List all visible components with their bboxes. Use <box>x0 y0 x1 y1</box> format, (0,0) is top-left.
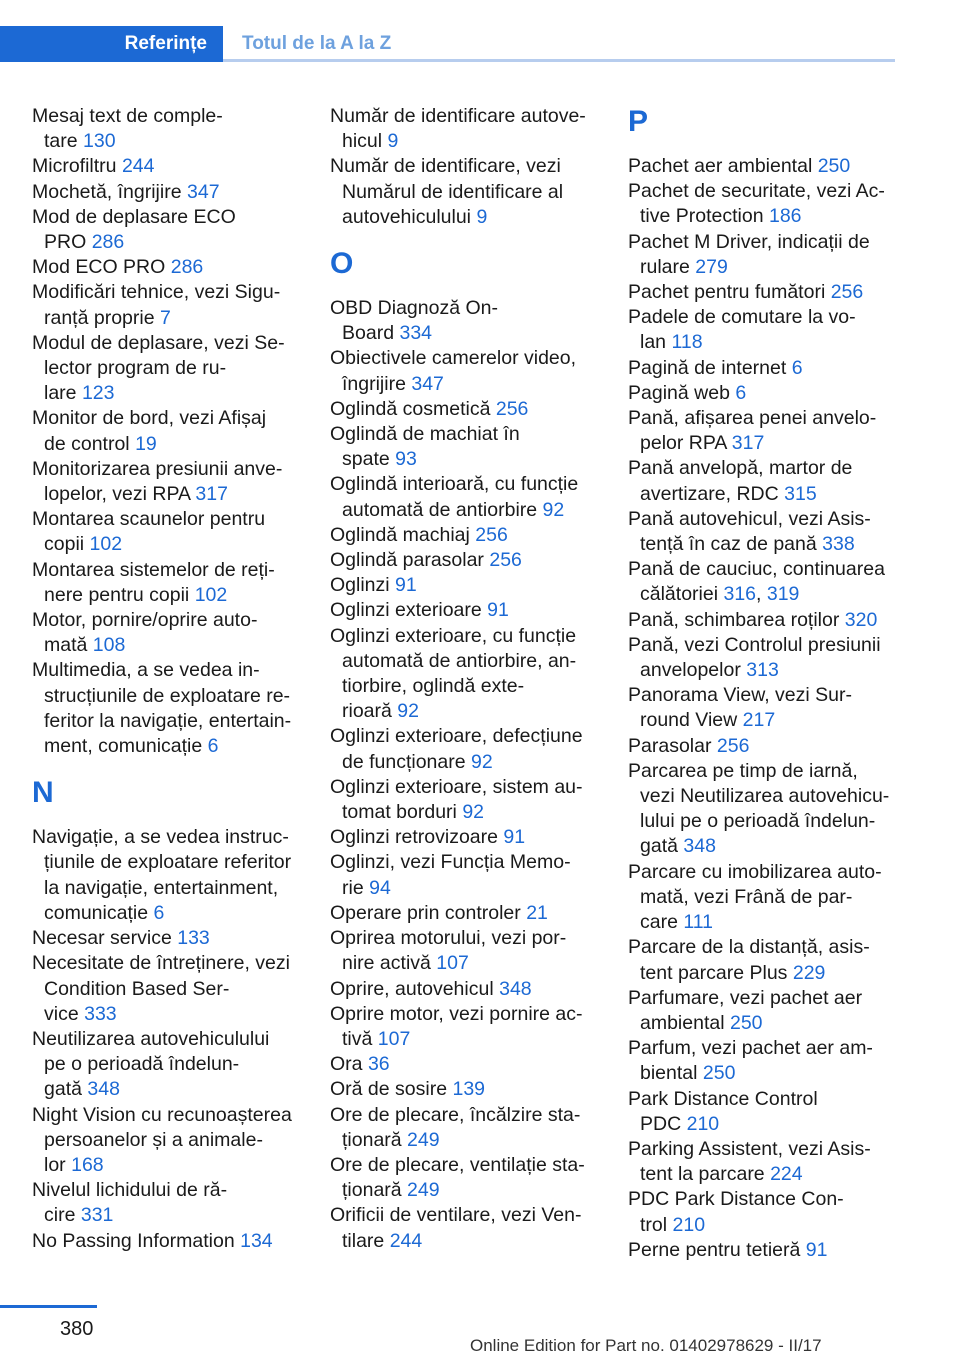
page-reference-link[interactable]: 338 <box>822 533 855 556</box>
index-entry <box>32 926 302 951</box>
index-entry <box>628 860 898 936</box>
index-entry-text: îngrijire <box>342 372 406 395</box>
page-reference-link[interactable]: 139 <box>452 1078 486 1101</box>
index-entry-text: ambiental <box>640 1011 725 1034</box>
page-reference-link[interactable]: 6 <box>207 735 219 758</box>
page-reference-link[interactable]: 256 <box>489 549 522 572</box>
index-entry <box>32 205 302 255</box>
index-entry-text: OBD Diagnoză On- <box>330 297 498 320</box>
index-entry-text: Oră de sosire <box>330 1078 448 1101</box>
page-reference-link[interactable]: 210 <box>672 1213 706 1236</box>
index-entry-text: tilare <box>342 1229 385 1252</box>
page-reference-link[interactable]: 286 <box>91 231 125 254</box>
index-entry-text: pe o perioadă îndelun- <box>44 1053 240 1076</box>
index-entry-text: Ora <box>330 1053 363 1076</box>
page-reference-link[interactable]: 9 <box>476 205 488 228</box>
index-entry-text: Operare prin controler <box>330 901 521 924</box>
page-reference-link[interactable]: 224 <box>770 1163 803 1186</box>
index-entry-text: Board <box>342 322 395 345</box>
index-entry <box>330 977 600 1002</box>
index-entry-text: tență în caz de pană <box>640 533 817 556</box>
page-reference-link[interactable]: 36 <box>367 1053 390 1076</box>
index-entry-text: avertizare, RDC <box>640 482 779 505</box>
index-entry-text: lan <box>640 331 667 354</box>
index-entry <box>32 1103 302 1179</box>
index-entry-text: de funcționare <box>342 750 466 773</box>
index-entry-text: Oglindă de machiat în <box>330 423 520 446</box>
index-entry-text: mată <box>44 634 88 657</box>
index-entry-text: Mod de deplasare ECO <box>32 205 236 228</box>
index-entry-text: Pană, schimbarea roților <box>628 608 840 631</box>
index-entry <box>628 683 898 733</box>
index-entry <box>32 951 302 1027</box>
page-reference-link[interactable]: 347 <box>411 372 444 395</box>
section-tab-inactive-label[interactable]: Totul de la A la Z <box>242 33 392 54</box>
index-entry-text: lector program de ru- <box>44 357 227 380</box>
page-reference-link[interactable]: 92 <box>471 750 493 773</box>
index-entry-text: Oprirea motorului, vezi por- <box>330 927 567 950</box>
index-column-2 <box>330 104 600 1254</box>
index-entry-text: Oprire, autovehicul <box>330 977 494 1000</box>
page-reference-link[interactable]: 334 <box>399 322 433 345</box>
index-entry-text: ment, comunicație <box>44 735 203 758</box>
index-entry <box>628 230 898 280</box>
index-entry-text: tiorbire, oglindă exte- <box>342 675 525 698</box>
index-entry-text: Monitor de bord, vezi Afișaj <box>32 407 267 430</box>
index-entry-text: gată <box>44 1078 82 1101</box>
index-entry <box>330 926 600 976</box>
index-entry-text: Număr de identificare autove- <box>330 105 586 127</box>
index-entry-text: PRO <box>44 231 87 254</box>
index-entry-text: Montarea scaunelor pentru <box>32 508 266 531</box>
index-entry-text: Număr de identificare, vezi <box>330 155 561 178</box>
index-entry <box>330 1052 600 1077</box>
index-entry-text: Oglindă machiaj <box>330 523 470 546</box>
index-entry-text: de control <box>44 432 130 455</box>
page-reference-link[interactable]: 331 <box>80 1204 114 1227</box>
index-entry-text: Park Distance Control <box>628 1087 818 1110</box>
index-entry-text: ranță proprie <box>44 306 155 329</box>
index-entry <box>330 724 600 774</box>
index-entry-text: vice <box>44 1002 79 1025</box>
index-entry-text: Orificii de ventilare, vezi Ven- <box>330 1204 582 1227</box>
index-entry-text: Ore de plecare, încălzire sta- <box>330 1103 581 1126</box>
index-entry-text: Oglinzi exterioare, cu funcție <box>330 624 577 647</box>
index-entry-text: Pachet M Driver, indicații de <box>628 230 870 253</box>
index-entry-text: copii <box>44 533 85 556</box>
index-entry <box>330 104 600 154</box>
index-entry <box>32 331 302 407</box>
index-entry-text: Modul de deplasare, vezi Se- <box>32 331 285 354</box>
page-reference-link[interactable]: 250 <box>702 1062 736 1085</box>
index-entry-text: Pachet de securitate, vezi Ac- <box>628 180 885 203</box>
index-entry <box>628 734 898 759</box>
index-entry <box>628 1187 898 1237</box>
index-entry-text: comunicație <box>44 901 149 924</box>
index-entry-text: Pană de cauciuc, continuarea <box>628 558 885 581</box>
page-reference-link[interactable]: 93 <box>395 448 417 471</box>
page-reference-link[interactable]: 102 <box>89 533 123 556</box>
index-entry <box>32 507 302 557</box>
index-entry-text: lului pe o perioadă îndelun- <box>640 810 876 833</box>
index-entry <box>330 1153 600 1203</box>
page-reference-link[interactable]: 91 <box>395 574 417 597</box>
edition-footer: Online Edition for Part no. 01402978629 - II/17 <box>470 1336 822 1355</box>
index-entry: Pană de cauciuc, continuarea călătoriei 316, 319 <box>628 558 885 606</box>
index-entry-text: Pachet aer ambiental <box>628 155 813 177</box>
index-entry <box>330 598 600 623</box>
index-entry-text: Monitorizarea presiunii anve- <box>32 457 283 480</box>
index-entry-text: Pană, afișarea penei anvelo- <box>628 407 877 430</box>
page-reference-link[interactable]: 249 <box>407 1128 440 1151</box>
index-entry-text: Oglindă interioară, cu funcție <box>330 473 579 496</box>
index-entry-text: Oglinzi exterioare, sistem au- <box>330 775 583 798</box>
page-reference-link[interactable]: 107 <box>377 1027 411 1050</box>
index-entry <box>32 280 302 330</box>
index-entry-text: lor <box>44 1153 66 1176</box>
index-entry-text: Montarea sistemelor de reți- <box>32 558 275 581</box>
index-entry <box>628 305 898 355</box>
index-entry-text: Parcare de la distanță, asis- <box>628 936 870 959</box>
index-entry <box>628 507 898 557</box>
page-reference-link[interactable]: 320 <box>844 608 878 631</box>
index-entry-text: anvelopelor <box>640 659 741 682</box>
index-entry-text: cire <box>44 1204 76 1227</box>
index-entry-text: călătoriei <box>640 583 719 606</box>
index-entry <box>628 1238 898 1263</box>
page-reference-link[interactable]: 130 <box>83 130 116 153</box>
index-entry <box>32 104 302 154</box>
index-entry-text: persoanelor și a animale- <box>44 1128 263 1151</box>
index-entry <box>32 608 302 658</box>
index-entry-text: Motor, pornire/oprire auto- <box>32 609 258 632</box>
page-number: 380 <box>60 1318 94 1340</box>
index-entry-text: Pană, vezi Controlul presiunii <box>628 633 881 656</box>
page-reference-link[interactable]: 348 <box>87 1078 120 1101</box>
index-entry-text: rulare <box>640 255 690 278</box>
page-reference-link[interactable]: 108 <box>92 634 126 657</box>
index-entry-text: Condition Based Ser- <box>44 977 230 1000</box>
index-entry-text: Oglindă parasolar <box>330 549 484 572</box>
index-entry-text: Panorama View, vezi Sur- <box>628 684 852 707</box>
page-reference-link[interactable]: 256 <box>716 734 750 757</box>
index-entry-text: hicul <box>342 130 383 153</box>
index-entry-text: Ore de plecare, ventilație sta- <box>330 1153 585 1176</box>
index-entry <box>32 825 302 926</box>
index-entry-text: Navigație, a se vedea instruc- <box>32 826 289 849</box>
page-reference-link[interactable]: 7 <box>160 306 171 329</box>
index-entry-text: Parcarea pe timp de iarnă, <box>628 759 858 782</box>
index-entry <box>32 154 302 179</box>
index-entry-text: Modificări tehnice, vezi Sigu- <box>32 281 281 304</box>
index-entry-text: mată, vezi Frână de par- <box>640 885 853 908</box>
index-entry-text: tive Protection <box>640 205 764 228</box>
index-entry <box>628 759 898 860</box>
index-entry-text: la navigație, entertainment, <box>44 876 279 899</box>
index-entry-text: biental <box>640 1062 698 1085</box>
index-entry-text: rioară <box>342 700 392 723</box>
page-reference-link[interactable]: 250 <box>729 1011 763 1034</box>
index-entry-text: tivă <box>342 1027 373 1050</box>
page-reference-link[interactable]: 92 <box>542 498 565 521</box>
index-entry-text: Oglinzi <box>330 574 390 597</box>
index-entry-text: Numărul de identificare al <box>342 180 564 203</box>
page-reference-link[interactable]: 333 <box>84 1002 117 1025</box>
index-letter-heading: P <box>628 105 649 138</box>
index-entry-text: Night Vision cu recunoașterea <box>32 1103 292 1126</box>
index-entry-text: Nivelul lichidului de ră- <box>32 1179 228 1202</box>
index-entry <box>330 1103 600 1153</box>
page-reference-link[interactable]: 229 <box>792 961 826 984</box>
page-reference-link[interactable]: 92 <box>462 801 485 824</box>
index-entry-text: lopelor, vezi RPA <box>44 483 190 506</box>
page-reference-link[interactable]: 286 <box>170 256 204 279</box>
index-entry-text: Multimedia, a se vedea in- <box>32 659 260 682</box>
index-entry <box>628 1137 898 1187</box>
page-reference-link[interactable]: 123 <box>81 382 115 405</box>
page-reference-link[interactable]: 317 <box>195 483 228 506</box>
page-reference-link[interactable]: 111 <box>683 911 713 934</box>
index-entry-text: trol <box>640 1213 668 1236</box>
page-reference-link[interactable]: 217 <box>742 709 776 732</box>
index-entry <box>628 406 898 456</box>
page-reference-link[interactable]: 317 <box>731 432 765 455</box>
page-reference-link[interactable]: 249 <box>407 1179 440 1202</box>
index-entry-text: Oglinzi exterioare, defecțiune <box>330 725 583 748</box>
index-entry-text: Oglinzi, vezi Funcția Memo- <box>330 851 571 874</box>
index-entry-text: automată de antiorbire, an- <box>342 649 577 672</box>
page-reference-link[interactable]: 316 <box>723 583 757 606</box>
page-reference-link[interactable]: 347 <box>187 180 220 203</box>
index-entry <box>330 472 600 522</box>
page-reference-link[interactable]: 107 <box>436 952 469 975</box>
index-column-3 <box>628 104 898 1263</box>
index-entry-text: autovehiculului <box>342 205 472 228</box>
index-entry-text: tent parcare Plus <box>640 961 788 984</box>
index-entry-text: gată <box>640 835 678 858</box>
index-entry-text: No Passing Information <box>32 1229 235 1252</box>
index-entry-text: vezi Neutilizarea autovehicu- <box>640 785 890 808</box>
index-entry <box>628 280 898 305</box>
index-entry <box>628 381 898 406</box>
index-entry <box>628 986 898 1036</box>
index-entry-text: ționară <box>342 1179 402 1202</box>
page-reference-link[interactable]: 9 <box>387 130 399 153</box>
index-entry <box>32 180 302 205</box>
page-reference-link[interactable]: 313 <box>746 659 779 682</box>
page-reference-link[interactable]: 168 <box>71 1153 104 1176</box>
index-entry <box>330 624 600 725</box>
section-tab-active-label: Referințe <box>124 33 207 54</box>
index-entry-text: strucțiunile de exploatare re- <box>44 684 291 707</box>
index-entry <box>628 608 898 633</box>
index-entry <box>330 1203 600 1253</box>
index-entry <box>628 179 898 229</box>
index-entry <box>330 422 600 472</box>
index-entry <box>628 154 898 179</box>
index-entry-text: Necesar service <box>32 927 172 950</box>
index-entry-text: Necesitate de întreținere, vezi <box>32 952 290 975</box>
section-header <box>0 26 895 62</box>
index-entry-text: round View <box>640 709 738 732</box>
index-entry-text: Pană anvelopă, martor de <box>628 457 853 480</box>
index-entry-text: Mochetă, îngrijire <box>32 180 182 203</box>
index-entry <box>330 1077 600 1102</box>
page-reference-link[interactable]: 94 <box>369 876 391 899</box>
index-entry-text: Pagină web <box>628 381 730 404</box>
index-entry-text: Pagină de internet <box>628 356 787 379</box>
page-reference-link[interactable]: 133 <box>177 927 210 950</box>
section-tab-active[interactable] <box>0 26 223 62</box>
index-entry-text: nere pentru copii <box>44 583 190 606</box>
page-reference-link[interactable]: 91 <box>487 599 509 622</box>
page-reference-link[interactable]: 6 <box>791 356 803 379</box>
header-divider <box>223 59 895 62</box>
index-entry <box>330 1002 600 1052</box>
index-entry-text: Parfumare, vezi pachet aer <box>628 986 863 1009</box>
index-entry <box>32 255 302 280</box>
page-reference-link[interactable]: 186 <box>768 205 802 228</box>
index-entry-text: tent la parcare <box>640 1163 765 1186</box>
index-entry <box>628 1087 898 1137</box>
index-column-1 <box>32 104 302 1254</box>
index-entry <box>32 658 302 759</box>
index-entry-text: nire activă <box>342 952 431 975</box>
page-reference-link[interactable]: 348 <box>499 977 532 1000</box>
index-entry-text: lare <box>44 382 77 405</box>
page-reference-link[interactable]: 118 <box>671 331 703 354</box>
index-entry-text: Parcare cu imobilizarea auto- <box>628 860 882 883</box>
index-entry-text: care <box>640 911 678 934</box>
index-entry-text: Neutilizarea autovehiculului <box>32 1027 270 1050</box>
index-entry-text: Parfum, vezi pachet aer am- <box>628 1037 873 1060</box>
index-entry <box>32 1178 302 1228</box>
index-entry <box>628 456 898 506</box>
page-reference-link[interactable]: 256 <box>495 397 529 420</box>
page-reference-link[interactable]: 256 <box>475 523 508 546</box>
index-entry-text: rie <box>342 876 364 899</box>
index-entry <box>330 154 600 230</box>
index-entry-text: Oprire motor, vezi pornire ac- <box>330 1002 583 1025</box>
page-reference-link[interactable]: 19 <box>135 432 157 455</box>
index-entry <box>32 558 302 608</box>
page-reference-link[interactable]: 91 <box>805 1238 828 1261</box>
index-entry-text: Parasolar <box>628 734 712 757</box>
index-entry-text: spate <box>342 448 390 471</box>
index-letter-heading: O <box>330 247 354 281</box>
footer-divider <box>0 1305 97 1308</box>
index-entry-text: Microfiltru <box>32 155 117 178</box>
page-reference-link[interactable]: 256 <box>830 281 864 304</box>
page-reference-link[interactable]: 279 <box>695 255 728 278</box>
index-entry <box>330 825 600 850</box>
index-entry-text: Perne pentru tetieră <box>628 1238 801 1261</box>
index-entry <box>32 1229 302 1254</box>
index-entry <box>330 346 600 396</box>
page-reference-link[interactable]: 134 <box>240 1229 273 1252</box>
index-entry-text: Oglinzi retrovizoare <box>330 826 498 849</box>
page-reference-link[interactable]: 315 <box>784 482 817 505</box>
index-entry-text: țiunile de exploatare referitor <box>44 851 292 874</box>
index-entry <box>628 1036 898 1086</box>
index-entry-text: Oglinzi exterioare <box>330 599 482 622</box>
index-entry-text: ționară <box>342 1128 402 1151</box>
index-entry-text: tare <box>44 130 78 153</box>
index-entry-text: pelor RPA <box>640 432 727 455</box>
index-entry-text: Pachet pentru fumători <box>628 281 826 304</box>
index-entry-text: Mod ECO PRO <box>32 256 166 279</box>
page-reference-link[interactable]: 91 <box>503 826 526 849</box>
index-entry-text: PDC <box>640 1112 682 1135</box>
page-reference-link[interactable]: 210 <box>686 1112 720 1135</box>
page-reference-link[interactable]: 244 <box>121 155 155 178</box>
index-entry <box>628 935 898 985</box>
page-reference-link[interactable]: 21 <box>526 901 548 924</box>
page-reference-link[interactable]: 250 <box>817 155 851 177</box>
page-reference-link[interactable]: 92 <box>397 700 419 723</box>
page-reference-link[interactable]: 102 <box>194 583 228 606</box>
index-entry-text: automată de antiorbire <box>342 498 538 521</box>
index-entry <box>330 775 600 825</box>
page-reference-link[interactable]: 6 <box>153 901 165 924</box>
index-entry-text: Pană autovehicul, vezi Asis- <box>628 507 871 530</box>
index-entry-text: Mesaj text de comple- <box>32 105 223 127</box>
index-entry-text: PDC Park Distance Con- <box>628 1188 844 1211</box>
index-entry <box>330 548 600 573</box>
index-entry-text: Padele de comutare la vo- <box>628 306 856 329</box>
page-reference-link[interactable]: 319 <box>766 583 800 606</box>
index-entry <box>628 356 898 381</box>
index-entry <box>330 397 600 422</box>
page-reference-link[interactable]: 244 <box>389 1229 423 1252</box>
index-entry-text: Obiectivele camerelor video, <box>330 347 577 370</box>
index-letter-heading: N <box>32 776 54 810</box>
index-entry <box>330 901 600 926</box>
index-entry <box>330 296 600 346</box>
index-entry <box>32 457 302 507</box>
index-entry-text: tomat borduri <box>342 801 457 824</box>
page-reference-link[interactable]: 6 <box>735 381 747 404</box>
page-reference-link[interactable]: 348 <box>683 835 716 858</box>
index-entry-text: feritor la navigație, entertain- <box>44 709 292 732</box>
index-entry-text: Parking Assistent, vezi Asis- <box>628 1137 871 1160</box>
index-entry <box>330 850 600 900</box>
index-entry <box>32 1027 302 1103</box>
index-entry-text: Oglindă cosmetică <box>330 397 491 420</box>
index-entry <box>330 573 600 598</box>
index-entry <box>628 633 898 683</box>
index-entry <box>330 523 600 548</box>
index-entry <box>32 406 302 456</box>
